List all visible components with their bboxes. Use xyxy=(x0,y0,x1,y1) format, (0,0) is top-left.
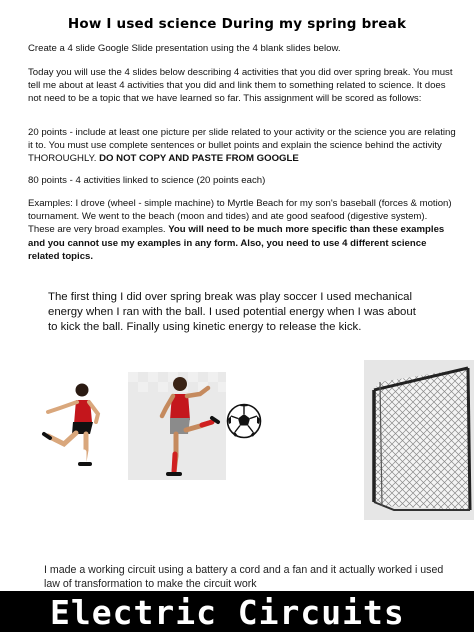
examples-text: Examples: I drove (wheel - simple machine) to Myrtle Beach for my son's baseball (forces & motion) tournament. We went to the beach (moon and tides) and ate good seafood (digestive system). These are very broad examples. xyxy=(28,198,452,236)
soccer-player-running-image xyxy=(24,378,110,470)
electric-circuits-banner xyxy=(0,591,474,632)
instruction-paragraph-3 xyxy=(28,126,456,166)
instruction-paragraph-1: Create a 4 slide Google Slide presentation using the 4 blank slides below. xyxy=(28,43,341,54)
instruction-paragraph-5 xyxy=(28,197,456,263)
banner-title: Electric Circuits xyxy=(50,593,405,632)
no-copy-warning: DO NOT COPY AND PASTE FROM GOOGLE xyxy=(99,153,299,165)
soccer-goal-image xyxy=(364,360,474,520)
soccer-ball-image xyxy=(226,403,262,439)
page-title: How I used science During my spring break xyxy=(67,16,407,32)
scoring-text: 20 points - include at least one picture per slide related to your activity or the science you are relating it to. You must use complete sentences or bullet points and explain the science behind the activity THOROUGHLY. xyxy=(28,127,456,165)
instruction-paragraph-2: Today you will use the 4 slides below describing 4 activities that you did over spring break. You must tell me about at least 4 activities that you did and link them to something related to science. It does not need to be a topic that we have learned so far. This assignment will be scored as follows: xyxy=(28,67,453,105)
instruction-paragraph-4: 80 points - 4 activities linked to science (20 points each) xyxy=(28,175,266,186)
specificity-warning: You will need to be much more specific than these examples and you cannot use my examples in any form. Also, you need to use 4 different science related topics. xyxy=(28,224,445,262)
slide-2-text: I made a working circuit using a battery a cord and a fan and it actually worked i used law of transformation to make the circuit work xyxy=(44,564,444,590)
soccer-player-kicking-image xyxy=(128,372,226,480)
slide-1-text: The first thing I did over spring break was play soccer I used mechanical energy when I ran with the ball. I used potential energy when I was about to kick the ball. Finally using kinetic energy to release the kick. xyxy=(48,291,416,333)
